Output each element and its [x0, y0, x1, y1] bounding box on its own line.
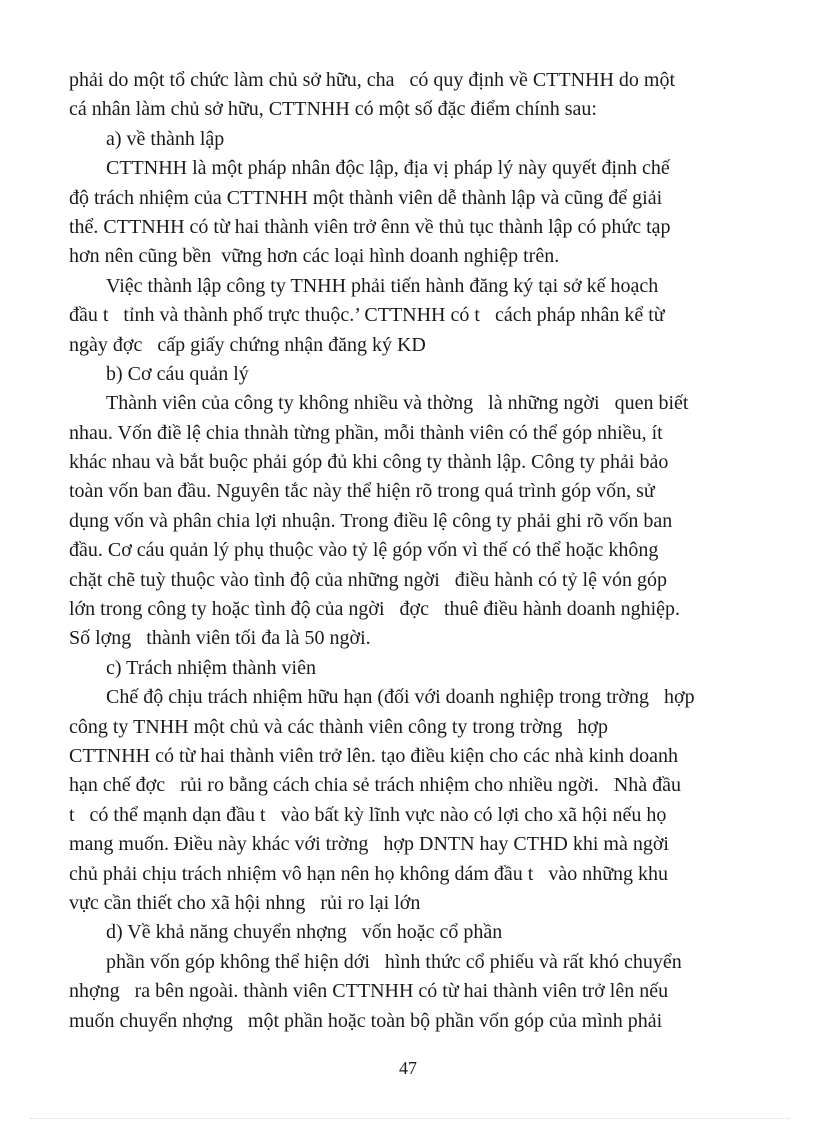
- text-line: khác nhau và bắt buộc phải góp đủ khi công ty thành lập. Công ty phải bảo: [69, 451, 669, 474]
- text-line: nhau. Vốn điề lệ chia thnàh từng phần, mỗi thành viên có thể góp nhiều, ít: [69, 421, 663, 444]
- text-line: đầu t tỉnh và thành phố trực thuộc.’ CTTNHH có t cách pháp nhân kể từ: [69, 304, 665, 327]
- text-line: công ty TNHH một chủ và các thành viên công ty trong trờng hợp: [69, 715, 609, 738]
- text-line: t có thể mạnh dạn đầu t vào bất kỳ lĩnh vực nào có lợi cho xã hội nếu họ: [69, 803, 667, 826]
- text-line: chủ phải chịu trách nhiệm vô hạn nên họ không dám đầu t vào những khu: [69, 862, 669, 885]
- text-line: vực cần thiết cho xã hội nhng rủi ro lại lớn: [69, 891, 421, 914]
- text-line: muốn chuyển nhợng một phần hoặc toàn bộ phần vốn góp của mình phải: [69, 1009, 663, 1032]
- text-line: đầu. Cơ cáu quản lý phụ thuộc vào tỷ lệ góp vốn vì thế có thể hoặc không: [69, 539, 659, 562]
- text-line: chặt chẽ tuỳ thuộc vào tình độ của những ngời điều hành có tỷ lệ vón góp: [69, 568, 667, 591]
- paragraph-start-line: Chế độ chịu trách nhiệm hữu hạn (đối với doanh nghiệp trong trờng hợp: [106, 686, 695, 709]
- page-number: 47: [399, 1058, 417, 1078]
- page-bottom-border: [30, 1118, 790, 1119]
- paragraph-start-line: a) về thành lập: [106, 127, 225, 150]
- text-line: mang muốn. Điều này khác với trờng hợp DNTN hay CTHD khi mà ngời: [69, 833, 669, 856]
- text-line: CTTNHH có từ hai thành viên trở lên. tạo điều kiện cho các nhà kinh doanh: [69, 744, 679, 767]
- paragraph-start-line: Thành viên của công ty không nhiều và thờng là những ngời quen biết: [106, 392, 689, 415]
- text-line: ngày đợc cấp giấy chứng nhận đăng ký KD: [69, 333, 426, 356]
- paragraph-start-line: c) Trách nhiệm thành viên: [106, 656, 316, 679]
- text-line: lớn trong công ty hoặc tình độ của ngời đợc thuê điều hành doanh nghiệp.: [69, 598, 681, 621]
- paragraph-start-line: CTTNHH là một pháp nhân độc lập, địa vị pháp lý này quyết định chế: [106, 157, 670, 180]
- text-line: thể. CTTNHH có từ hai thành viên trở ênn về thủ tục thành lập có phức tạp: [69, 215, 671, 238]
- text-line: phải do một tổ chức làm chủ sở hữu, cha có quy định về CTTNHH do một: [69, 69, 676, 91]
- paragraph-start-line: phần vốn góp không thể hiện dới hình thức cổ phiếu và rất khó chuyển: [106, 950, 682, 973]
- paragraph-start-line: Việc thành lập công ty TNHH phải tiến hành đăng ký tại sở kế hoạch: [106, 274, 659, 297]
- body-text: [69, 66, 759, 1036]
- paragraph-start-line: b) Cơ cáu quản lý: [106, 362, 249, 385]
- text-line: hạn chế đợc rủi ro bằng cách chia sẻ trách nhiệm cho nhiều ngời. Nhà đầu: [69, 774, 682, 797]
- text-line: cá nhân làm chủ sở hữu, CTTNHH có một số đặc điểm chính sau:: [69, 98, 597, 121]
- text-line: dụng vốn và phân chia lợi nhuận. Trong điều lệ công ty phải ghi rõ vốn ban: [69, 509, 673, 532]
- text-line: toàn vốn ban đầu. Nguyên tắc này thể hiện rõ trong quá trình góp vốn, sử: [69, 480, 655, 503]
- text-line: hơn nên cũng bền vững hơn các loại hình doanh nghiệp trên.: [69, 245, 560, 268]
- text-line: nhợng ra bên ngoài. thành viên CTTNHH có từ hai thành viên trở lên nếu: [69, 980, 669, 1003]
- text-line: Số lợng thành viên tối đa là 50 ngời.: [69, 627, 371, 650]
- text-line: độ trách nhiệm của CTTNHH một thành viên dễ thành lập và cũng để giải: [69, 186, 663, 209]
- paragraph-start-line: d) Về khả năng chuyển nhợng vốn hoặc cổ phần: [106, 921, 503, 944]
